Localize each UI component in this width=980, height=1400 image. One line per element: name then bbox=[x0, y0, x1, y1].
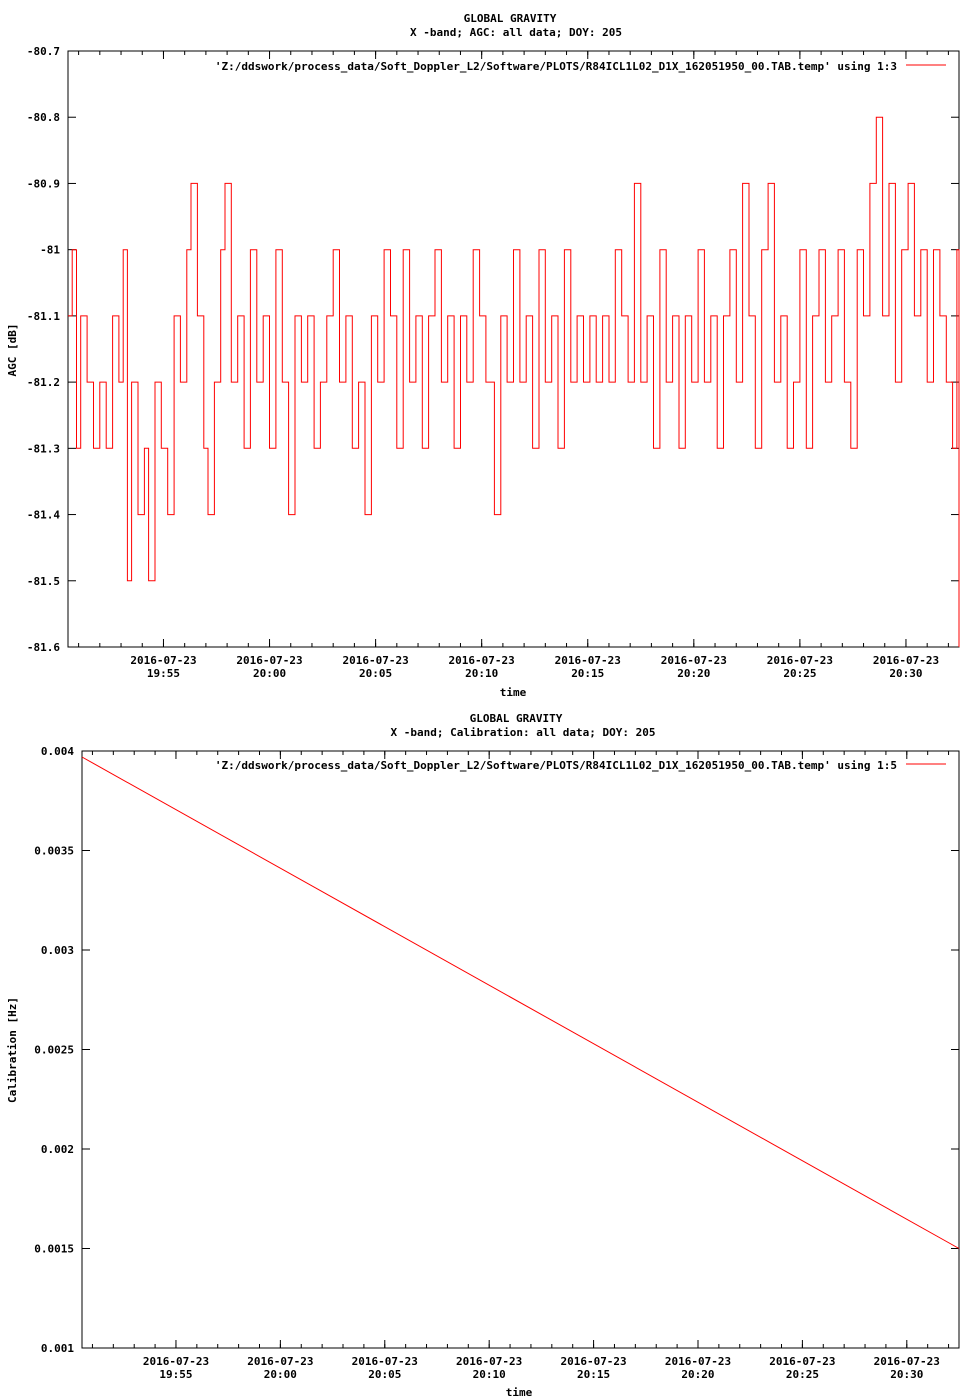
x-tick-date: 2016-07-23 bbox=[560, 1355, 627, 1368]
x-tick-time: 20:10 bbox=[465, 667, 499, 680]
y-axis bbox=[27, 45, 959, 654]
chart-title: GLOBAL GRAVITY bbox=[469, 712, 563, 725]
y-tick-label: 0.001 bbox=[40, 1342, 74, 1355]
x-tick-date: 2016-07-23 bbox=[872, 654, 940, 667]
y-tick-label: -81.1 bbox=[26, 309, 60, 323]
x-tick-date: 2016-07-23 bbox=[342, 654, 409, 667]
x-tick-time: 20:25 bbox=[785, 1368, 819, 1381]
y-axis bbox=[34, 745, 959, 1355]
y-tick-label: 0.003 bbox=[40, 944, 74, 957]
x-axis bbox=[92, 751, 948, 1381]
x-tick-time: 20:00 bbox=[252, 667, 287, 680]
x-tick-time: 20:30 bbox=[889, 667, 923, 680]
x-tick-date: 2016-07-23 bbox=[873, 1355, 940, 1368]
y-tick-label: 0.0015 bbox=[34, 1242, 74, 1256]
y-tick-label: 0.0025 bbox=[34, 1043, 74, 1057]
plot-frame bbox=[82, 751, 959, 1348]
x-axis-label: time bbox=[505, 1386, 533, 1399]
x-tick-time: 20:20 bbox=[681, 1368, 715, 1381]
x-tick-date: 2016-07-23 bbox=[664, 1355, 732, 1368]
x-tick-date: 2016-07-23 bbox=[142, 1355, 210, 1368]
x-tick-time: 20:20 bbox=[677, 667, 711, 680]
x-tick-time: 20:15 bbox=[577, 1368, 611, 1381]
legend-label: 'Z:/ddswork/process_data/Soft_Doppler_L2/Software/PLOTS/R84ICL1L02_D1X_162051950_00.TAB.temp' using 1:3 bbox=[214, 60, 897, 73]
x-tick-time: 20:15 bbox=[571, 667, 605, 680]
x-tick-time: 20:05 bbox=[359, 667, 393, 680]
y-tick-label: -81.5 bbox=[26, 574, 60, 588]
chart-title: GLOBAL GRAVITY bbox=[463, 12, 557, 25]
x-tick-time: 20:05 bbox=[368, 1368, 402, 1381]
chart-subtitle: X -band; Calibration: all data; DOY: 205 bbox=[390, 726, 656, 739]
x-tick-time: 19:55 bbox=[146, 667, 181, 680]
y-axis-label: AGC [dB] bbox=[6, 323, 19, 377]
agc-series-line bbox=[68, 117, 959, 647]
y-tick-label: -81.3 bbox=[26, 442, 60, 456]
x-tick-date: 2016-07-23 bbox=[769, 1355, 836, 1368]
x-tick-time: 20:30 bbox=[890, 1368, 924, 1381]
y-tick-label: -80.7 bbox=[26, 45, 60, 58]
x-tick-date: 2016-07-23 bbox=[351, 1355, 418, 1368]
legend-label: 'Z:/ddswork/process_data/Soft_Doppler_L2/Software/PLOTS/R84ICL1L02_D1X_162051950_00.TAB.temp' using 1:5 bbox=[214, 759, 897, 772]
x-tick-time: 20:00 bbox=[263, 1368, 297, 1381]
x-tick-time: 19:55 bbox=[159, 1368, 193, 1381]
y-axis-label: Calibration [Hz] bbox=[6, 997, 19, 1103]
y-tick-label: -80.9 bbox=[26, 177, 60, 191]
y-tick-label: -80.8 bbox=[26, 111, 60, 125]
calibration-chart bbox=[0, 700, 980, 1400]
x-axis-label: time bbox=[499, 686, 527, 699]
y-tick-label: -81 bbox=[40, 243, 60, 257]
legend bbox=[215, 60, 946, 73]
x-tick-date: 2016-07-23 bbox=[448, 654, 515, 667]
x-tick-date: 2016-07-23 bbox=[130, 654, 197, 667]
legend bbox=[215, 759, 946, 772]
x-tick-date: 2016-07-23 bbox=[236, 654, 303, 667]
chart-subtitle: X -band; AGC: all data; DOY: 205 bbox=[410, 26, 622, 39]
y-tick-label: 0.004 bbox=[40, 745, 74, 758]
y-tick-label: -81.4 bbox=[26, 508, 60, 522]
x-tick-time: 20:10 bbox=[472, 1368, 506, 1381]
y-tick-label: -81.2 bbox=[26, 376, 60, 390]
x-tick-date: 2016-07-23 bbox=[766, 654, 834, 667]
x-tick-date: 2016-07-23 bbox=[456, 1355, 523, 1368]
y-tick-label: 0.0035 bbox=[34, 844, 74, 858]
x-tick-date: 2016-07-23 bbox=[247, 1355, 314, 1368]
x-tick-date: 2016-07-23 bbox=[554, 654, 621, 667]
y-tick-label: -81.6 bbox=[26, 641, 60, 654]
y-tick-label: 0.002 bbox=[40, 1143, 74, 1156]
calibration-series-line bbox=[82, 757, 959, 1249]
x-tick-time: 20:25 bbox=[783, 667, 817, 680]
x-tick-date: 2016-07-23 bbox=[660, 654, 727, 667]
